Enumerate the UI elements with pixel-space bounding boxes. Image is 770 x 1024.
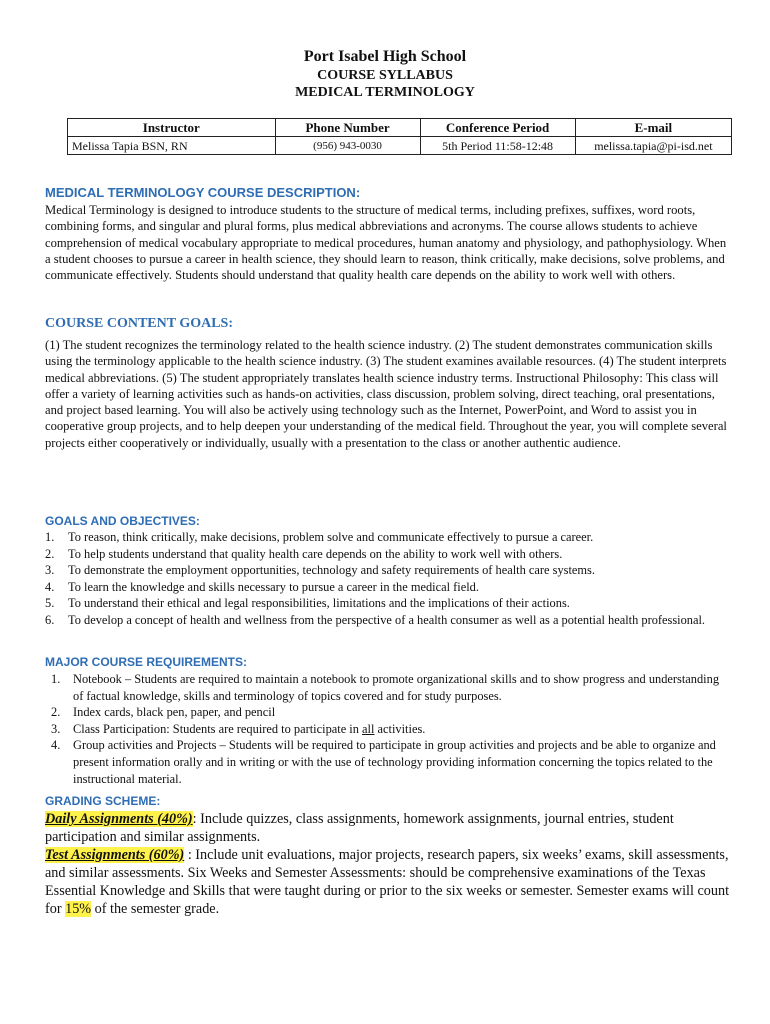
description-heading: MEDICAL TERMINOLOGY COURSE DESCRIPTION: [45,185,361,200]
list-item [51,721,727,738]
list-item [51,671,727,704]
document-type: COURSE SYLLABUS [317,68,453,83]
list-number: 6. [45,612,55,627]
content-goals-heading: COURSE CONTENT GOALS: [45,316,234,331]
list-item-text: To demonstrate the employment opportunities, technology and safety requirements of health care systems. [68,563,595,578]
email-address: melissa.tapia@pi-isd.net [575,137,731,155]
list-item-text: To reason, think critically, make decisions, problem solve and communicate effectively to pursue a career. [68,530,594,544]
header-instructor: Instructor [68,119,276,137]
table-header-row [68,119,732,137]
list-item [45,612,727,629]
semester-percentage: 15% [65,901,92,917]
description-text: Medical Terminology is designed to introduce students to the structure of medical terms, including prefixes, suffixes, word roots, combining forms, and singular and plural forms, plus medical abbreviations and acronyms. The course allows students to achieve comprehension of medical vocabulary appropriate to medical procedures, human anatomy and physiology, and pathophysiology. When a student chooses to pursue a career in health science, they should learn to reason, think critically, make decisions, solve problems, and communicate effectively. Students should understand that quality health care depends on the ability to work well with others. [45,203,727,283]
phone-number: (956) 943-0030 [275,137,420,155]
course-title: MEDICAL TERMINOLOGY [295,85,475,100]
list-number: 1. [45,530,55,544]
content-goals-text: (1) The student recognizes the terminology related to the health science industry. (2) The student demonstrates communication skills using the terminology applicable to the health science industry. (3) The student examines available resources. (4) The student interprets medical abbreviations. (5) The student appropriately translates health science industry terms. Instructional Philosophy: This class will offer a variety of learning activities such as hands-on activities, class discussion, problem solving, direct teaching, oral presentations, and project based learning. You will also be actively using technology such as the Internet, PowerPoint, and Word to assist you in cooperative group projects, and to help deepen your understanding of the medical field. Throughout the year, you will complete several projects either cooperatively or individually, usually with a presentation to the class or another authentic audience. [45,338,727,450]
list-item-text: Group activities and Projects – Students will be required to participate in group activities and projects and be able to organize and present information orally and in writing or with the use of technology providing information concerning the topics related to the instructional material. [73,738,716,786]
list-number: 2. [45,546,55,561]
instructor-info-table [67,118,732,155]
list-item [45,562,727,579]
list-number: 4. [51,738,61,753]
list-item-text: To help students understand that quality health care depends on the ability to work well with others. [68,546,563,561]
header-phone: Phone Number [275,119,420,137]
conference-period: 5th Period 11:58-12:48 [420,137,575,155]
list-number: 3. [45,563,55,578]
list-item [45,546,727,563]
list-item [45,529,727,546]
list-item-text-after: activities. [374,721,426,736]
requirements-list [51,671,727,787]
goals-list [45,529,727,629]
requirements-heading: MAJOR COURSE REQUIREMENTS: [45,655,248,669]
list-number: 4. [45,579,55,594]
table-row [68,137,732,155]
list-item-text [73,722,425,736]
grading-heading: GRADING SCHEME: [45,794,161,808]
daily-assignments-label: Daily Assignments (40%) [45,811,193,827]
list-number: 5. [45,596,55,611]
list-item [45,595,727,612]
test-assignments-text: : Include unit evaluations, major projects, research papers, six weeks’ exams, skill assessments, and similar assessments. Six Weeks and Semester Assessments: should be comprehensive examinations of the Texas Essential Knowledge and Skills that were taught during or prior to the six weeks or semester. Semester exams will count for [45,847,730,917]
header-email: E-mail [575,119,731,137]
grading-text [45,810,730,918]
header-conference: Conference Period [420,119,575,137]
list-item-text: To learn the knowledge and skills necessary to pursue a career in the medical field. [68,579,479,594]
list-item-text: To develop a concept of health and wellness from the perspective of a health consumer as well as a potential health professional. [68,612,706,627]
list-number: 2. [51,705,61,720]
list-item [45,579,727,596]
underlined-word: all [362,721,375,736]
semester-grade-tail: of the semester grade. [91,901,220,917]
list-item-text: Notebook – Students are required to maintain a notebook to promote organizational skills and to show progress and understanding of factual knowledge, skills and terminology of topics covered and for study purposes. [73,672,720,703]
list-number: 3. [51,721,61,736]
test-assignments-label: Test Assignments (60%) [45,847,185,863]
list-item [51,737,727,787]
list-item-text-before: Class Participation: Students are required to participate in [73,721,363,736]
list-number: 1. [51,672,61,686]
list-item-text: Index cards, black pen, paper, and pencil [73,705,276,720]
list-item-text: To understand their ethical and legal responsibilities, limitations and the implications of their actions. [68,596,570,611]
school-name: Port Isabel High School [303,48,467,65]
instructor-name: Melissa Tapia BSN, RN [68,137,276,155]
goals-heading: GOALS AND OBJECTIVES: [45,514,200,528]
list-item [51,704,727,721]
daily-assignments-text: : Include quizzes, class assignments, homework assignments, journal entries, student participation and similar assignments. [45,811,674,845]
